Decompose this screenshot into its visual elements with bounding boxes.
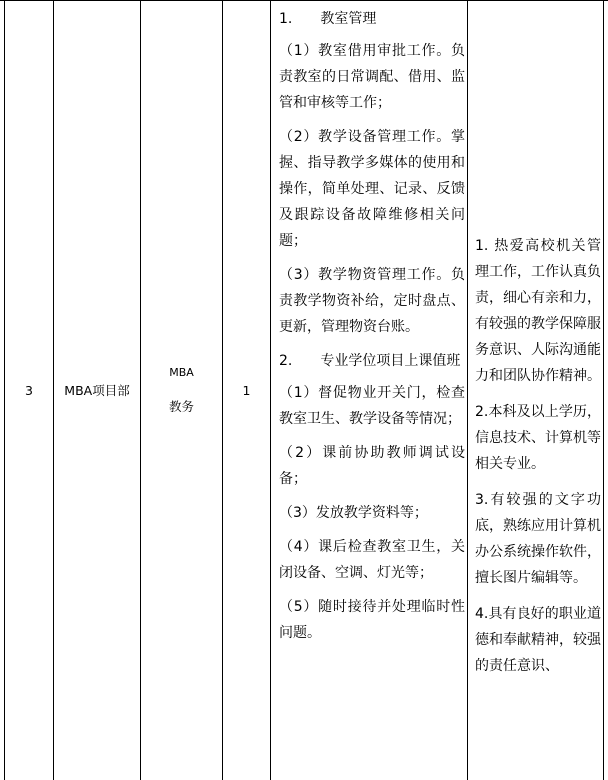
duty-item: （1）教室借用审批工作。负责教室的日常调配、借用、监管和审核等工作；: [279, 43, 465, 111]
requirement-item: 4.具有良好的职业道德和奉献精神，较强的责任意识、: [475, 606, 601, 674]
headcount-cell: [223, 0, 270, 780]
duty-item: （5）随时接待并处理临时性问题。: [279, 599, 465, 641]
duty-heading: 1. 教室管理: [279, 11, 377, 27]
requirements-cell: [475, 233, 601, 689]
position-cell: [141, 0, 222, 780]
duty-item: （2）课前协助教师调试设备；: [279, 445, 465, 487]
col-border-6: [467, 0, 468, 780]
col-border-7: [603, 0, 604, 780]
duty-item: （1）督促物业开关门，检查教室卫生、教学设备等情况；: [279, 385, 465, 427]
duty-item: （3）教学物资管理工作。负责教学物资补给，定时盘点、更新，管理物资台账。: [279, 267, 465, 335]
duty-item: （2）教学设备管理工作。掌握、指导教学多媒体的使用和操作，简单处理、记录、反馈及跟踪设备故障维修相关问题；: [279, 129, 465, 249]
requirement-item: 2.本科及以上学历，信息技术、计算机等相关专业。: [475, 404, 601, 472]
duty-heading: 2. 专业学位项目上课值班: [279, 353, 461, 369]
col-border-5: [270, 0, 271, 780]
department-cell: [54, 0, 140, 780]
position-line-2: 教务: [168, 399, 194, 414]
duties-cell: [279, 6, 465, 654]
requirement-item: 3.有较强的文字功底，熟练应用计算机办公系统操作软件，擅长图片编辑等。: [475, 492, 601, 586]
row-index-cell: [5, 0, 53, 780]
department-name: MBA项目部: [64, 383, 130, 398]
position-line-1: MBA: [169, 366, 194, 379]
headcount: 1: [242, 382, 251, 398]
row-index: 3: [25, 382, 33, 398]
duty-item: （4）课后检查教室卫生，关闭设备、空调、灯光等；: [279, 539, 465, 581]
duty-item: （3）发放教学资料等；: [279, 505, 428, 521]
requirement-item: 1. 热爱高校机关管理工作，工作认真负责，细心有亲和力，有较强的教学保障服务意识、人际沟通能力和团队协作精神。: [475, 238, 601, 384]
